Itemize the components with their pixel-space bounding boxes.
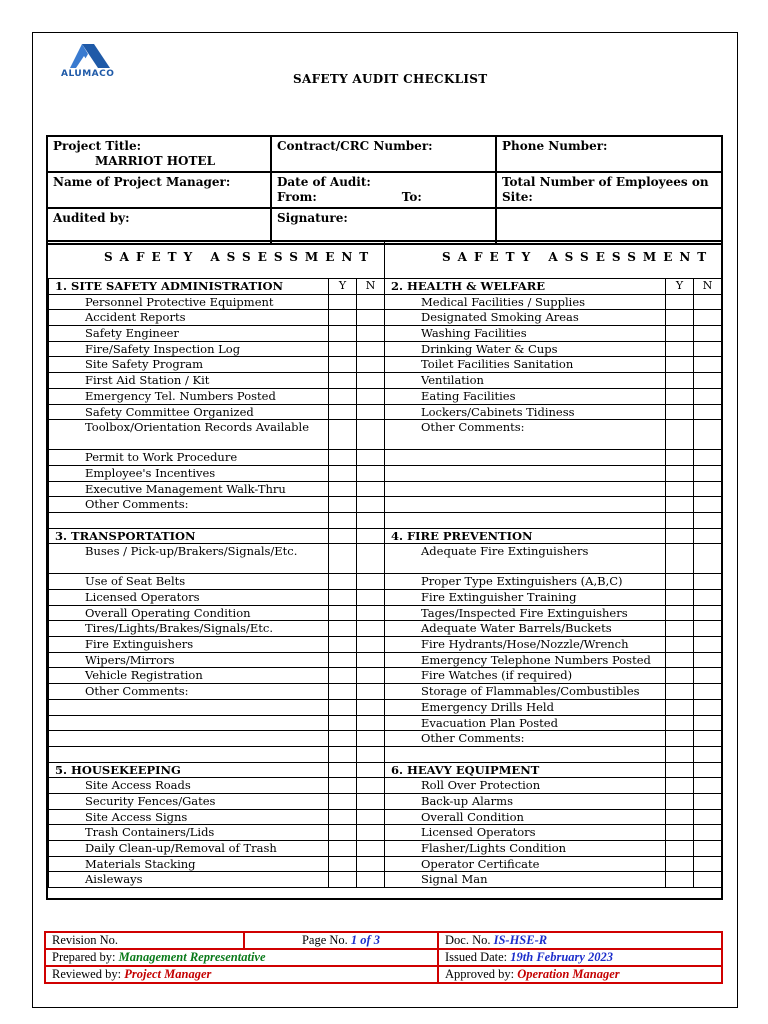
yes-checkbox-cell (329, 373, 357, 389)
checklist-item: First Aid Station / Kit (49, 373, 329, 389)
checklist-row (49, 652, 722, 668)
yes-checkbox-cell (666, 668, 694, 684)
checklist-item (385, 512, 666, 528)
yes-checkbox-cell (329, 684, 357, 700)
yes-checkbox-cell (666, 637, 694, 653)
alumaco-logo-icon (60, 42, 140, 87)
yes-checkbox-cell (666, 481, 694, 497)
checklist-row (49, 825, 722, 841)
no-checkbox-cell (694, 574, 722, 590)
no-checkbox-cell (357, 310, 385, 326)
yes-checkbox-cell (666, 778, 694, 794)
checklist-row (49, 512, 722, 528)
yes-checkbox-cell (666, 809, 694, 825)
no-checkbox-cell (357, 872, 385, 888)
safety-assessment-section (46, 240, 723, 900)
checklist-row (49, 621, 722, 637)
no-checkbox-cell (357, 590, 385, 606)
project-info-table (46, 135, 723, 245)
no-checkbox-cell (357, 574, 385, 590)
yes-checkbox-cell (329, 746, 357, 762)
no-checkbox-cell (694, 841, 722, 857)
checklist-item: Ventilation (385, 373, 666, 389)
checklist-item: Operator Certificate (385, 856, 666, 872)
no-checkbox-cell (694, 762, 722, 778)
yes-checkbox-cell (666, 621, 694, 637)
yes-checkbox-cell (666, 574, 694, 590)
checklist-item: Other Comments: (49, 497, 329, 513)
checklist-item: Personnel Protective Equipment (49, 294, 329, 310)
checklist-item: Signal Man (385, 872, 666, 888)
project-title-value: MARRIOT HOTEL (95, 153, 216, 168)
checklist-row (49, 841, 722, 857)
yes-checkbox-cell (329, 715, 357, 731)
no-checkbox-cell (694, 294, 722, 310)
no-checkbox-cell (694, 699, 722, 715)
checklist-item: Employee's Incentives (49, 465, 329, 481)
yes-checkbox-cell (329, 310, 357, 326)
checklist-item: Site Access Signs (49, 809, 329, 825)
yes-checkbox-cell (329, 793, 357, 809)
checklist-item: Toolbox/Orientation Records Available (49, 420, 329, 450)
checklist-item: Fire/Safety Inspection Log (49, 341, 329, 357)
checklist-item: Other Comments: (385, 731, 666, 747)
yes-checkbox-cell (329, 605, 357, 621)
checklist-item: Eating Facilities (385, 388, 666, 404)
checklist-row (49, 856, 722, 872)
checklist-item (49, 512, 329, 528)
checklist-item (385, 497, 666, 513)
no-checkbox-cell (694, 809, 722, 825)
yes-checkbox-cell (329, 731, 357, 747)
no-checkbox-cell (694, 326, 722, 342)
signature-cell: Signature: (271, 208, 496, 244)
no-checkbox-cell (357, 746, 385, 762)
no-checkbox-cell (694, 652, 722, 668)
section-title: 4. FIRE PREVENTION (385, 528, 666, 544)
yes-checkbox-cell (666, 825, 694, 841)
page-number-cell: Page No. 1 of 3 (244, 932, 438, 949)
yes-checkbox-cell (329, 528, 357, 544)
checklist-item (49, 731, 329, 747)
no-checkbox-cell (357, 684, 385, 700)
section-header-row (49, 762, 722, 778)
checklist-row (49, 341, 722, 357)
brand-name: ALUMACO (61, 69, 115, 79)
yes-checkbox-cell (666, 450, 694, 466)
checklist-row (49, 450, 722, 466)
blank-cell (496, 208, 722, 244)
checklist-row (49, 793, 722, 809)
no-checkbox-cell (694, 512, 722, 528)
no-checkbox-cell (357, 326, 385, 342)
checklist-row (49, 326, 722, 342)
checklist-row (49, 310, 722, 326)
no-checkbox-cell (357, 544, 385, 574)
yes-checkbox-cell (329, 825, 357, 841)
no-checkbox-cell (357, 388, 385, 404)
yes-checkbox-cell (329, 388, 357, 404)
yes-checkbox-cell (666, 872, 694, 888)
section-title: 5. HOUSEKEEPING (49, 762, 329, 778)
revision-cell: Revision No. (45, 932, 244, 949)
checklist-item: Toilet Facilities Sanitation (385, 357, 666, 373)
issued-date-cell: Issued Date: 19th February 2023 (438, 949, 722, 966)
yes-checkbox-cell (329, 450, 357, 466)
no-checkbox-cell (694, 590, 722, 606)
checklist-row (49, 544, 722, 574)
no-checkbox-cell (694, 715, 722, 731)
no-checkbox-cell (694, 450, 722, 466)
checklist-item: Storage of Flammables/Combustibles (385, 684, 666, 700)
no-checkbox-cell (357, 762, 385, 778)
no-checkbox-cell (357, 778, 385, 794)
no-column-header: N (357, 279, 385, 295)
no-checkbox-cell (694, 357, 722, 373)
section-title: 6. HEAVY EQUIPMENT (385, 762, 666, 778)
checklist-item: Lockers/Cabinets Tidiness (385, 404, 666, 420)
checklist-item (385, 746, 666, 762)
section-title: 1. SITE SAFETY ADMINISTRATION (49, 279, 329, 295)
contract-cell: Contract/CRC Number: (271, 136, 496, 172)
yes-checkbox-cell (666, 404, 694, 420)
no-checkbox-cell (694, 668, 722, 684)
no-checkbox-cell (357, 793, 385, 809)
yes-checkbox-cell (329, 652, 357, 668)
checklist-row (49, 605, 722, 621)
checklist-item: Tages/Inspected Fire Extinguishers (385, 605, 666, 621)
checklist-item: Flasher/Lights Condition (385, 841, 666, 857)
section-title: 2. HEALTH & WELFARE (385, 279, 666, 295)
checklist-row (49, 404, 722, 420)
checklist-item: Evacuation Plan Posted (385, 715, 666, 731)
document-title: SAFETY AUDIT CHECKLIST (293, 72, 488, 86)
checklist-item: Use of Seat Belts (49, 574, 329, 590)
no-checkbox-cell (357, 809, 385, 825)
checklist-item (385, 450, 666, 466)
no-checkbox-cell (694, 310, 722, 326)
yes-checkbox-cell (329, 481, 357, 497)
checklist-row (49, 699, 722, 715)
yes-checkbox-cell (666, 605, 694, 621)
yes-checkbox-cell (666, 793, 694, 809)
checklist-item: Drinking Water & Cups (385, 341, 666, 357)
checklist-item: Licensed Operators (385, 825, 666, 841)
yes-checkbox-cell (666, 841, 694, 857)
checklist-row (49, 637, 722, 653)
no-checkbox-cell (694, 404, 722, 420)
checklist-item (49, 746, 329, 762)
checklist-item: Wipers/Mirrors (49, 652, 329, 668)
checklist-item (49, 715, 329, 731)
checklist-row (49, 294, 722, 310)
assessment-header-left: SAFETY ASSESSMENT (104, 250, 376, 264)
yes-checkbox-cell (666, 856, 694, 872)
yes-checkbox-cell (666, 310, 694, 326)
checklist-item: Fire Extinguishers (49, 637, 329, 653)
yes-checkbox-cell (329, 512, 357, 528)
checklist-item: Adequate Water Barrels/Buckets (385, 621, 666, 637)
no-checkbox-cell (357, 528, 385, 544)
checklist-item: Trash Containers/Lids (49, 825, 329, 841)
no-checkbox-cell (694, 497, 722, 513)
approved-by-cell: Approved by: Operation Manager (438, 966, 722, 983)
no-checkbox-cell (694, 373, 722, 389)
no-checkbox-cell (357, 652, 385, 668)
checklist-row (49, 809, 722, 825)
checklist-item: Fire Hydrants/Hose/Nozzle/Wrench (385, 637, 666, 653)
no-checkbox-cell (694, 481, 722, 497)
prepared-by-cell: Prepared by: Management Representative (45, 949, 438, 966)
section-header-row (49, 528, 722, 544)
no-checkbox-cell (694, 528, 722, 544)
yes-checkbox-cell (666, 731, 694, 747)
no-checkbox-cell (357, 465, 385, 481)
document-control-footer (44, 931, 723, 984)
checklist-item: Overall Operating Condition (49, 605, 329, 621)
no-checkbox-cell (694, 825, 722, 841)
yes-checkbox-cell (329, 778, 357, 794)
yes-checkbox-cell (666, 544, 694, 574)
yes-checkbox-cell (329, 809, 357, 825)
no-checkbox-cell (357, 637, 385, 653)
checklist-row (49, 574, 722, 590)
checklist-row (49, 388, 722, 404)
checklist-row (49, 590, 722, 606)
audited-by-cell: Audited by: (47, 208, 271, 244)
yes-checkbox-cell (329, 621, 357, 637)
checklist-item (385, 481, 666, 497)
date-of-audit-cell: Date of Audit: From: To: (271, 172, 496, 208)
checklist-grid (48, 278, 722, 888)
no-checkbox-cell (694, 465, 722, 481)
yes-checkbox-cell (666, 388, 694, 404)
yes-checkbox-cell (666, 762, 694, 778)
no-checkbox-cell (357, 699, 385, 715)
checklist-item: Buses / Pick-up/Brakers/Signals/Etc. (49, 544, 329, 574)
checklist-item: Back-up Alarms (385, 793, 666, 809)
no-checkbox-cell (357, 450, 385, 466)
checklist-item: Washing Facilities (385, 326, 666, 342)
checklist-item: Adequate Fire Extinguishers (385, 544, 666, 574)
yes-checkbox-cell (666, 341, 694, 357)
yes-column-header: Y (666, 279, 694, 295)
yes-checkbox-cell (329, 590, 357, 606)
checklist-item: Emergency Telephone Numbers Posted (385, 652, 666, 668)
yes-checkbox-cell (329, 574, 357, 590)
checklist-item (385, 465, 666, 481)
no-checkbox-cell (694, 341, 722, 357)
checklist-row (49, 357, 722, 373)
yes-checkbox-cell (666, 326, 694, 342)
no-checkbox-cell (357, 373, 385, 389)
no-checkbox-cell (694, 420, 722, 450)
no-checkbox-cell (694, 778, 722, 794)
checklist-item (49, 699, 329, 715)
checklist-item: Fire Extinguisher Training (385, 590, 666, 606)
yes-checkbox-cell (329, 544, 357, 574)
checklist-item: Site Access Roads (49, 778, 329, 794)
reviewed-by-cell: Reviewed by: Project Manager (45, 966, 438, 983)
phone-cell: Phone Number: (496, 136, 722, 172)
no-checkbox-cell (694, 544, 722, 574)
no-checkbox-cell (357, 357, 385, 373)
no-checkbox-cell (357, 420, 385, 450)
no-checkbox-cell (694, 731, 722, 747)
no-checkbox-cell (357, 825, 385, 841)
checklist-row (49, 684, 722, 700)
no-checkbox-cell (694, 872, 722, 888)
checklist-item: Emergency Tel. Numbers Posted (49, 388, 329, 404)
checklist-item: Safety Engineer (49, 326, 329, 342)
doc-number-cell: Doc. No. IS-HSE-R (438, 932, 722, 949)
no-checkbox-cell (357, 497, 385, 513)
no-checkbox-cell (357, 512, 385, 528)
checklist-item: Licensed Operators (49, 590, 329, 606)
yes-checkbox-cell (329, 357, 357, 373)
checklist-item: Designated Smoking Areas (385, 310, 666, 326)
checklist-row (49, 497, 722, 513)
checklist-row (49, 668, 722, 684)
checklist-row (49, 872, 722, 888)
yes-checkbox-cell (666, 699, 694, 715)
yes-column-header: Y (329, 279, 357, 295)
yes-checkbox-cell (329, 668, 357, 684)
yes-checkbox-cell (329, 404, 357, 420)
checklist-item: Roll Over Protection (385, 778, 666, 794)
no-column-header: N (694, 279, 722, 295)
checklist-item: Materials Stacking (49, 856, 329, 872)
no-checkbox-cell (357, 668, 385, 684)
yes-checkbox-cell (666, 715, 694, 731)
yes-checkbox-cell (329, 856, 357, 872)
no-checkbox-cell (357, 341, 385, 357)
no-checkbox-cell (357, 621, 385, 637)
no-checkbox-cell (357, 715, 385, 731)
yes-checkbox-cell (666, 465, 694, 481)
checklist-row (49, 715, 722, 731)
yes-checkbox-cell (666, 746, 694, 762)
no-checkbox-cell (357, 856, 385, 872)
checklist-item: Security Fences/Gates (49, 793, 329, 809)
yes-checkbox-cell (666, 684, 694, 700)
checklist-item: Aisleways (49, 872, 329, 888)
checklist-item: Other Comments: (49, 684, 329, 700)
yes-checkbox-cell (666, 420, 694, 450)
yes-checkbox-cell (666, 294, 694, 310)
no-checkbox-cell (357, 481, 385, 497)
yes-checkbox-cell (329, 841, 357, 857)
checklist-item: Safety Committee Organized (49, 404, 329, 420)
no-checkbox-cell (357, 605, 385, 621)
checklist-row (49, 420, 722, 450)
yes-checkbox-cell (666, 528, 694, 544)
no-checkbox-cell (694, 388, 722, 404)
no-checkbox-cell (694, 746, 722, 762)
yes-checkbox-cell (329, 465, 357, 481)
checklist-item: Executive Management Walk-Thru (49, 481, 329, 497)
yes-checkbox-cell (329, 326, 357, 342)
checklist-item: Medical Facilities / Supplies (385, 294, 666, 310)
no-checkbox-cell (694, 621, 722, 637)
yes-checkbox-cell (666, 373, 694, 389)
checklist-row (49, 731, 722, 747)
yes-checkbox-cell (329, 872, 357, 888)
yes-checkbox-cell (666, 497, 694, 513)
yes-checkbox-cell (329, 762, 357, 778)
yes-checkbox-cell (329, 497, 357, 513)
yes-checkbox-cell (329, 699, 357, 715)
checklist-item: Proper Type Extinguishers (A,B,C) (385, 574, 666, 590)
yes-checkbox-cell (666, 512, 694, 528)
yes-checkbox-cell (329, 294, 357, 310)
no-checkbox-cell (357, 294, 385, 310)
no-checkbox-cell (694, 637, 722, 653)
yes-checkbox-cell (666, 590, 694, 606)
no-checkbox-cell (694, 856, 722, 872)
checklist-item: Accident Reports (49, 310, 329, 326)
checklist-row (49, 746, 722, 762)
checklist-item: Site Safety Program (49, 357, 329, 373)
no-checkbox-cell (357, 731, 385, 747)
section-header-row (49, 279, 722, 295)
checklist-row (49, 465, 722, 481)
no-checkbox-cell (357, 404, 385, 420)
checklist-row (49, 778, 722, 794)
checklist-row (49, 481, 722, 497)
yes-checkbox-cell (329, 341, 357, 357)
checklist-item: Daily Clean-up/Removal of Trash (49, 841, 329, 857)
assessment-header-right: SAFETY ASSESSMENT (442, 250, 714, 264)
yes-checkbox-cell (666, 652, 694, 668)
no-checkbox-cell (694, 684, 722, 700)
employees-cell: Total Number of Employees on Site: (496, 172, 722, 208)
checklist-item: Overall Condition (385, 809, 666, 825)
yes-checkbox-cell (666, 357, 694, 373)
checklist-item: Tires/Lights/Brakes/Signals/Etc. (49, 621, 329, 637)
manager-cell: Name of Project Manager: (47, 172, 271, 208)
project-title-cell: Project Title: MARRIOT HOTEL (47, 136, 271, 172)
checklist-item: Permit to Work Procedure (49, 450, 329, 466)
yes-checkbox-cell (329, 420, 357, 450)
section-title: 3. TRANSPORTATION (49, 528, 329, 544)
checklist-item: Vehicle Registration (49, 668, 329, 684)
checklist-item: Emergency Drills Held (385, 699, 666, 715)
no-checkbox-cell (694, 793, 722, 809)
no-checkbox-cell (694, 605, 722, 621)
checklist-row (49, 373, 722, 389)
checklist-item: Fire Watches (if required) (385, 668, 666, 684)
issued-date-value: 19th February 2023 (510, 950, 614, 964)
no-checkbox-cell (357, 841, 385, 857)
yes-checkbox-cell (329, 637, 357, 653)
checklist-item: Other Comments: (385, 420, 666, 450)
